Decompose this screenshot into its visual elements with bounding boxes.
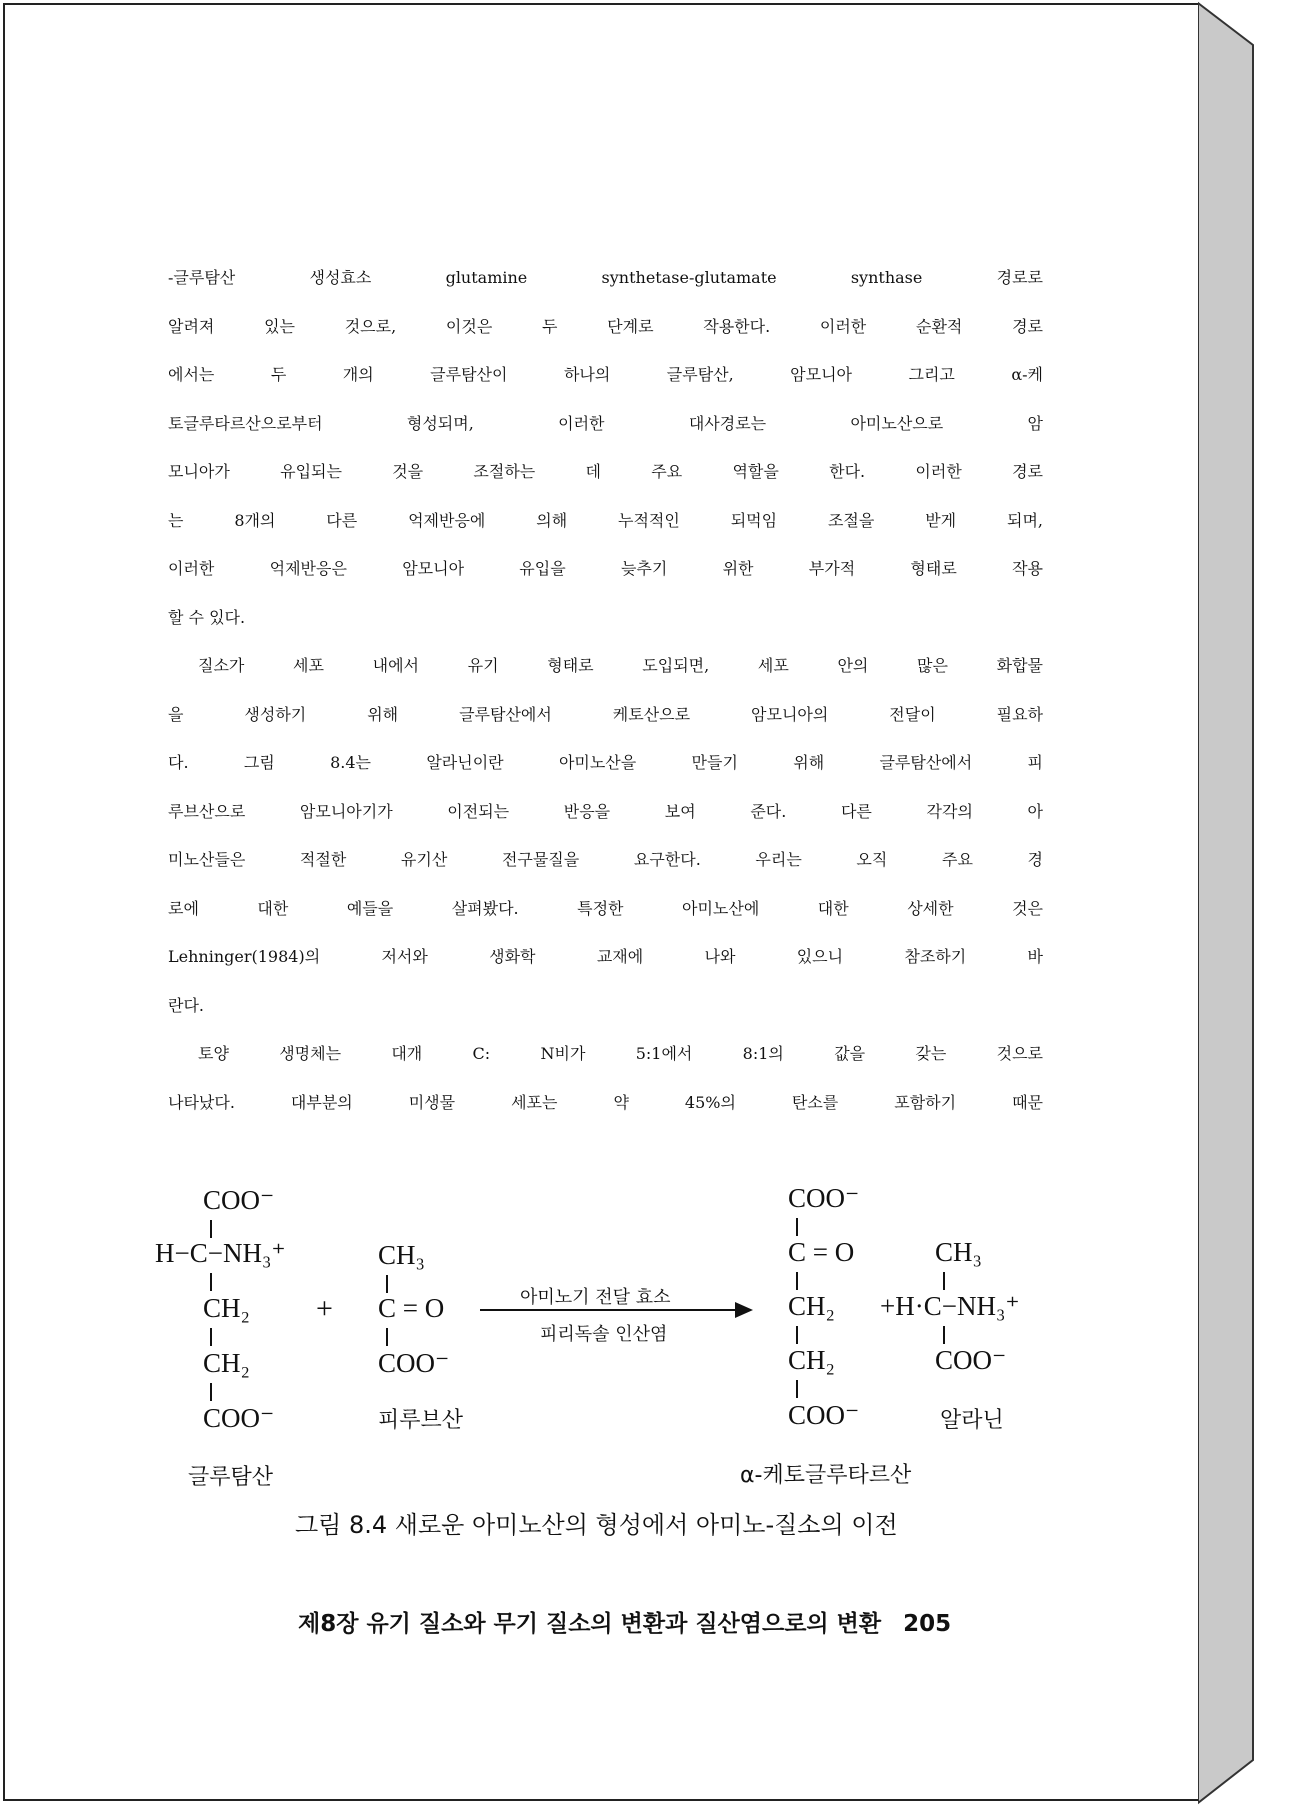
arrow-label-below: 피리독솔 인산염 bbox=[540, 1324, 668, 1345]
pyruvate-top: CH₃ bbox=[378, 1240, 425, 1270]
ketoglutarate-bottom: COO⁻ bbox=[788, 1400, 860, 1430]
text-line: 미노산들은 적절한 유기산 전구물질을 요구한다. 우리는 오직 주요 경 bbox=[168, 850, 1043, 869]
text-line: 나타났다. 대부분의 미생물 세포는 약 45%의 탄소를 포함하기 때문 bbox=[168, 1092, 1043, 1112]
text-line: 질소가 세포 내에서 유기 형태로 도입되면, 세포 안의 많은 화합물 bbox=[198, 656, 1043, 675]
running-footer bbox=[298, 1605, 951, 1638]
text-line: 루브산으로 암모니아기가 이전되는 반응을 보여 준다. 다른 각각의 아 bbox=[168, 801, 1043, 821]
glutamate-row4: CH₂ bbox=[203, 1348, 250, 1378]
pyruvate-label: 피루브산 bbox=[378, 1408, 464, 1433]
alanine-top: CH₃ bbox=[935, 1237, 982, 1267]
ketoglutarate-top: COO⁻ bbox=[788, 1183, 860, 1213]
glutamate-label: 글루탐산 bbox=[188, 1465, 274, 1490]
text-line: Lehninger(1984)의 저서와 생화학 교재에 나와 있으니 참조하기 바 bbox=[168, 947, 1043, 966]
text-line: 할 수 있다. bbox=[168, 607, 246, 627]
figure-caption: 그림 8.4 새로운 아미노산의 형성에서 아미노-질소의 이전 bbox=[295, 1511, 898, 1539]
pyruvate-mid: C = O bbox=[378, 1293, 445, 1323]
text-line: 에서는 두 개의 글루탐산이 하나의 글루탐산, 암모니아 그리고 α-케 bbox=[168, 365, 1043, 384]
arrow-label-above: 아미노기 전달 효소 bbox=[520, 1287, 671, 1308]
text-line: 토양 생명체는 대개 C: N비가 5:1에서 8:1의 값을 갖는 것으로 bbox=[198, 1044, 1043, 1063]
glutamate-top: COO⁻ bbox=[203, 1185, 275, 1215]
text-line: 을 생성하기 위해 글루탐산에서 케토산으로 암모니아의 전달이 필요하 bbox=[168, 704, 1043, 724]
alanine-bottom: COO⁻ bbox=[935, 1345, 1007, 1375]
text-line: 다. 그림 8.4는 알라닌이란 아미노산을 만들기 위해 글루탐산에서 피 bbox=[168, 753, 1043, 772]
page-number: 205 bbox=[903, 1611, 952, 1637]
text-line: 모니아가 유입되는 것을 조절하는 데 주요 역할을 한다. 이러한 경로 bbox=[168, 462, 1043, 481]
text-line: 토글루타르산으로부터 형성되며, 이러한 대사경로는 아미노산으로 암 bbox=[168, 413, 1043, 433]
text-line: 알려져 있는 것으로, 이것은 두 단계로 작용한다. 이러한 순환적 경로 bbox=[168, 316, 1043, 336]
ketoglutarate-row3: CH₂ bbox=[788, 1291, 835, 1321]
alanine-label: 알라닌 bbox=[940, 1408, 1004, 1433]
ketoglutarate-label: α-케토글루타르산 bbox=[740, 1463, 912, 1488]
ketoglutarate-row2: C = O bbox=[788, 1237, 855, 1267]
glutamate-bottom: COO⁻ bbox=[203, 1403, 275, 1433]
glutamate-row2: H−C−NH₃⁺ bbox=[155, 1238, 286, 1268]
alanine-mid: +H·C−NH₃⁺ bbox=[880, 1291, 1020, 1321]
text-line: 이러한 억제반응은 암모니아 유입을 늦추기 위한 부가적 형태로 작용 bbox=[168, 559, 1043, 578]
book-spine bbox=[1198, 0, 1298, 1806]
text-line: 로에 대한 예들을 살펴봤다. 특정한 아미노산에 대한 상세한 것은 bbox=[168, 898, 1043, 918]
text-line: 는 8개의 다른 억제반응에 의해 누적적인 되먹임 조절을 받게 되며, bbox=[168, 510, 1043, 530]
plus-sign: + bbox=[316, 1292, 333, 1325]
text-line: 란다. bbox=[168, 995, 204, 1015]
glutamate-row3: CH₂ bbox=[203, 1293, 250, 1323]
ketoglutarate-row4: CH₂ bbox=[788, 1345, 835, 1375]
text-line: -글루탐산 생성효소 glutamine synthetase-glutamate synthase 경로로 bbox=[168, 268, 1043, 287]
running-head: 제8장 유기 질소와 무기 질소의 변환과 질산염으로의 변환 bbox=[298, 1611, 882, 1637]
body-text bbox=[168, 265, 1043, 1138]
pyruvate-bottom: COO⁻ bbox=[378, 1348, 450, 1378]
